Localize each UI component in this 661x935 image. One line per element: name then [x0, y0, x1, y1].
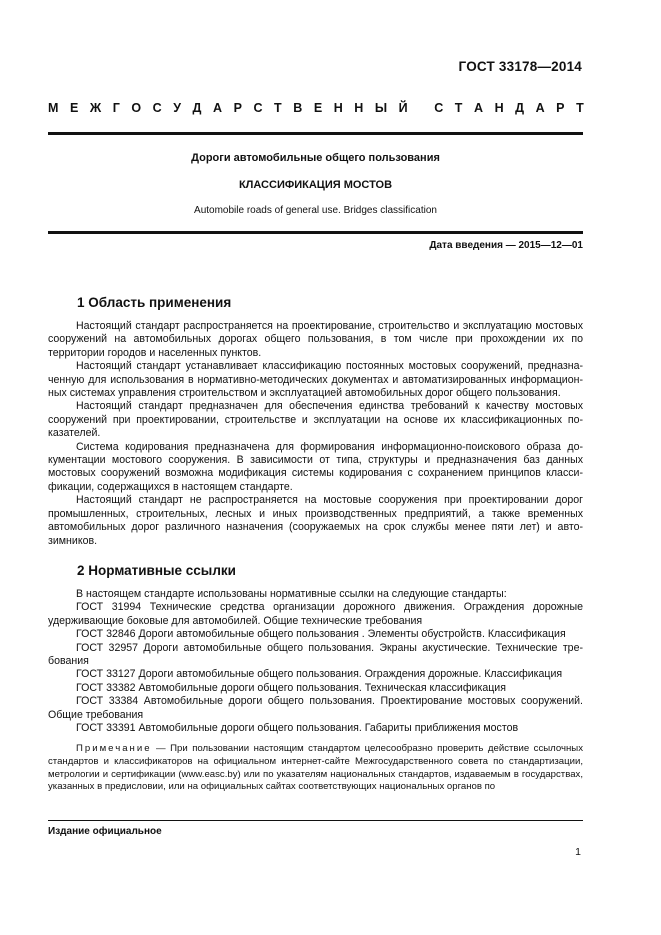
title-line-2: КЛАССИФИКАЦИЯ МОСТОВ	[238, 179, 393, 191]
banner-letter: Р	[556, 101, 565, 115]
banner-letter: Ж	[89, 101, 102, 115]
note-text: — При пользовании настоящим стандартом целесообразно проверить действие ссылочных стандартов и классификаторов на официальном интернет-сайте Межгосударственного совета по стандартизации, метрологии и сертификации (www.easc.by) или по указателям национальных стандартов, издаваемым в государствах, указанных в предисловии, или на официальных сайтах соответствующих национальных органов по	[48, 743, 583, 793]
reference-item: ГОСТ 32846 Дороги автомобильные общего пользования . Элементы обустройств. Классификация	[76, 628, 566, 641]
introduction-date: Дата введения — 2015—12—01	[429, 240, 583, 251]
interstate-standard-banner	[48, 101, 584, 115]
banner-letter: Й	[398, 101, 408, 115]
banner-letter: А	[473, 101, 484, 115]
section-1-paragraph: Настоящий стандарт не распространяется на мостовые сооружения при проектировании дорог промышленных, строительных, лесных и иных производственных предприятий, а также временных автомобильных дорог различного назначения (сооружаемых на срок службы менее пяти лет) и автозимников.	[48, 494, 583, 547]
section-1-body	[48, 320, 583, 548]
banner-letter: Е	[313, 101, 323, 115]
banner-letter: Р	[233, 101, 242, 115]
section-2-heading: 2 Нормативные ссылки	[77, 563, 236, 578]
section-2-body	[48, 588, 583, 735]
banner-letter: М	[48, 101, 59, 115]
header-rule-bottom	[48, 231, 583, 234]
reference-item: ГОСТ 32957 Дороги автомобильные общего пользования. Экраны акустические. Технические требования	[48, 641, 583, 668]
banner-letter: Н	[494, 101, 504, 115]
banner-letter: Д	[515, 101, 525, 115]
header-rule-top	[48, 132, 583, 135]
banner-letter: У	[173, 101, 181, 115]
banner-letter: Т	[274, 101, 282, 115]
references-intro: В настоящем стандарте использованы нормативные ссылки на следующие стандарты:	[76, 588, 507, 600]
banner-letter: Н	[354, 101, 364, 115]
reference-item: ГОСТ 33384 Автомобильные дороги общего пользования. Проектирование мостовых сооружений. Общие требования	[48, 695, 583, 721]
banner-letter: С	[253, 101, 263, 115]
page-number: 1	[575, 846, 581, 858]
reference-item: ГОСТ 33127 Дороги автомобильные общего пользования. Ограждения дорожные. Классификация	[76, 668, 563, 681]
banner-letter: Т	[454, 101, 463, 115]
banner-letter: А	[213, 101, 223, 115]
section-1-paragraph: Система кодирования предназначена для формирования информационно-поискового образа документации мостового сооружения. В зависимости от типа, структуры и предназначения баз данных мостовых сооружений возможна модификация системы кодирования с сохранением принципов классификации, содержащихся в настоящем стандарте.	[48, 440, 583, 493]
banner-letter: С	[152, 101, 162, 115]
banner-letter	[419, 101, 422, 115]
banner-letter: В	[293, 101, 303, 115]
banner-letter: Е	[69, 101, 79, 115]
reference-item: ГОСТ 33391 Автомобильные дороги общего пользования. Габариты приближения мостов	[76, 722, 519, 735]
banner-letter: С	[434, 101, 444, 115]
banner-letter: А	[535, 101, 545, 115]
banner-letter: Н	[333, 101, 343, 115]
footer-rule	[48, 820, 583, 821]
banner-letter: Т	[576, 101, 584, 115]
reference-item: ГОСТ 31994 Технические средства организации дорожного движения. Ограждения дорожные удерживающие боковые для автомобилей. Общие технические требования	[48, 601, 583, 627]
note-block	[48, 743, 583, 794]
banner-letter: Д	[192, 101, 202, 115]
section-1-paragraph: Настоящий стандарт распространяется на проектирование, строительство и эксплуатацию мостовых сооружений на автомобильных дорогах общего пользования, в том числе при прохождении их по территории городов и населенных пунктов.	[48, 320, 583, 359]
note-label: Примечание	[76, 743, 152, 754]
reference-item: ГОСТ 33382 Автомобильные дороги общего пользования. Техническая классификация	[76, 681, 506, 694]
gost-code: ГОСТ 33178—2014	[458, 59, 582, 74]
title-line-1: Дороги автомобильные общего пользования	[191, 152, 440, 164]
banner-letter: Ы	[374, 101, 388, 115]
section-1-paragraph: Настоящий стандарт предназначен для обеспечения единства требований к качеству мостовых сооружений при проектировании, строительстве и эксплуатации на основе их классификационных показателей.	[48, 400, 583, 440]
banner-letter: Г	[112, 101, 120, 115]
banner-letter: О	[131, 101, 142, 115]
section-1-paragraph: Настоящий стандарт устанавливает классификацию постоянных мостовых сооружений, предназначенную для использования в нормативно-методических документах и автоматизированных информационных системах управления строительством и эксплуатацией автомобильных дорог общего пользования.	[48, 360, 583, 400]
official-edition-label: Издание официальное	[48, 826, 162, 837]
title-english: Automobile roads of general use. Bridges classification	[194, 205, 437, 216]
section-1-heading: 1 Область применения	[77, 295, 232, 310]
note-paragraph	[48, 743, 583, 794]
